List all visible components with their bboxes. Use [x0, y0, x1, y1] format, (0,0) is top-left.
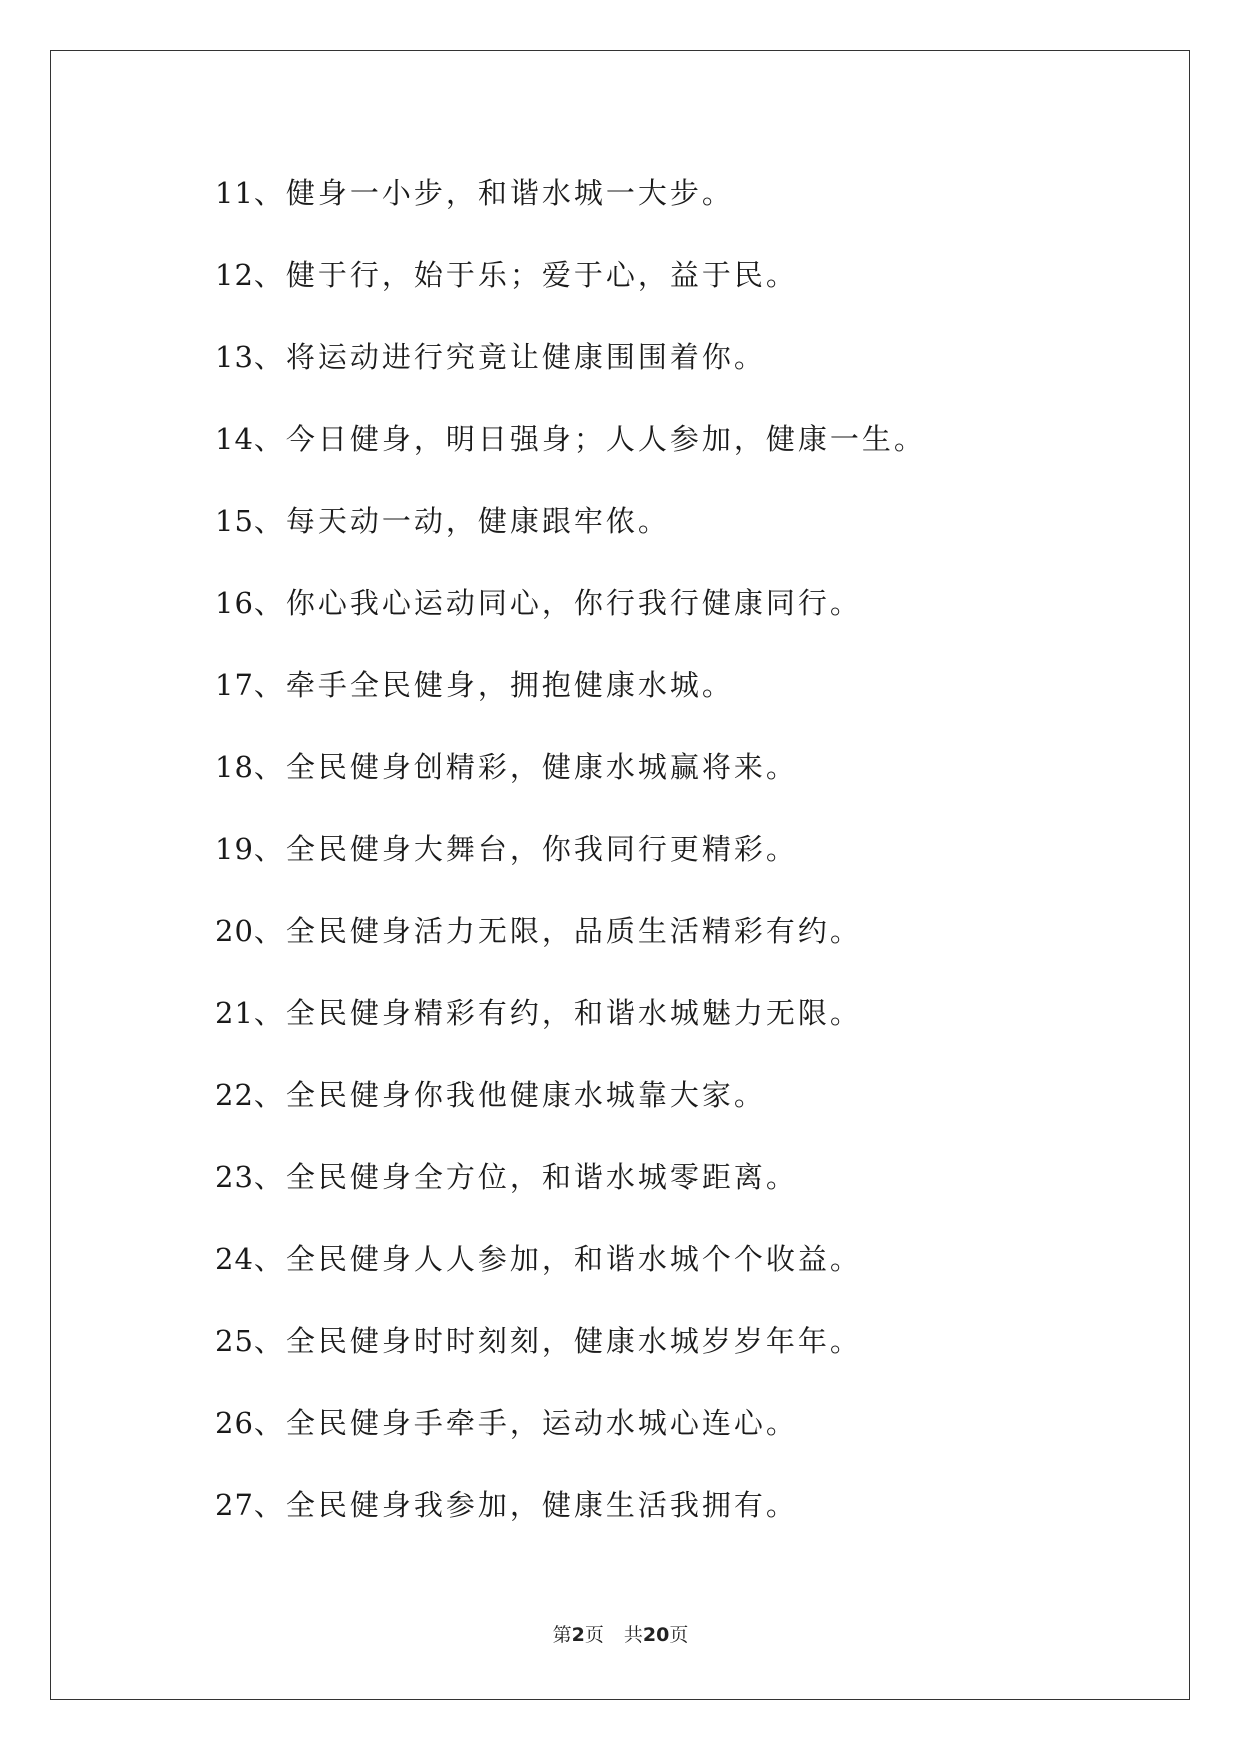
slogan-line	[215, 1070, 1115, 1152]
slogan-text: 、全民健身我参加，健康生活我拥有。	[253, 1488, 798, 1522]
slogan-line	[215, 1152, 1115, 1234]
slogan-number: 19	[215, 832, 254, 866]
slogan-line	[215, 578, 1115, 660]
slogan-number: 11	[215, 176, 254, 210]
slogan-number: 17	[215, 668, 254, 702]
slogan-number: 13	[215, 340, 254, 374]
slogan-text: 、全民健身人人参加，和谐水城个个收益。	[253, 1242, 862, 1276]
slogan-text: 、全民健身创精彩，健康水城赢将来。	[253, 750, 798, 784]
slogan-line	[215, 660, 1115, 742]
slogan-line	[215, 1316, 1115, 1398]
page-suffix: 页	[584, 1624, 604, 1646]
slogan-number: 22	[215, 1078, 254, 1112]
slogan-text: 、全民健身时时刻刻，健康水城岁岁年年。	[253, 1324, 862, 1358]
slogan-line	[215, 496, 1115, 578]
slogan-text: 、将运动进行究竟让健康围围着你。	[253, 340, 766, 374]
slogan-line	[215, 906, 1115, 988]
slogan-number: 21	[215, 996, 254, 1030]
total-prefix: 共	[623, 1624, 643, 1646]
slogan-number: 20	[215, 914, 254, 948]
slogan-text: 、今日健身，明日强身；人人参加，健康一生。	[253, 422, 926, 456]
slogan-number: 24	[215, 1242, 254, 1276]
total-suffix: 页	[669, 1624, 689, 1646]
page-number: 2	[571, 1624, 585, 1646]
total-pages: 20	[642, 1624, 670, 1646]
slogan-text: 、健身一小步，和谐水城一大步。	[253, 176, 734, 210]
slogan-line	[215, 1398, 1115, 1480]
slogan-line	[215, 250, 1115, 332]
slogan-line	[215, 332, 1115, 414]
slogan-text: 、全民健身你我他健康水城靠大家。	[253, 1078, 766, 1112]
slogan-number: 26	[215, 1406, 254, 1440]
slogan-line	[215, 824, 1115, 906]
slogan-text: 、全民健身手牵手，运动水城心连心。	[253, 1406, 798, 1440]
slogan-text: 、每天动一动，健康跟牢侬。	[253, 504, 670, 538]
slogan-number: 15	[215, 504, 254, 538]
slogan-text: 、你心我心运动同心，你行我行健康同行。	[253, 586, 862, 620]
slogan-line	[215, 742, 1115, 824]
slogan-line	[215, 988, 1115, 1070]
slogan-text: 、全民健身活力无限，品质生活精彩有约。	[253, 914, 862, 948]
slogan-number: 14	[215, 422, 254, 456]
slogan-number: 23	[215, 1160, 254, 1194]
slogan-number: 12	[215, 258, 254, 292]
slogan-line	[215, 1234, 1115, 1316]
slogan-number: 25	[215, 1324, 254, 1358]
document-body	[215, 168, 1115, 1562]
page-footer	[0, 1620, 1241, 1647]
slogan-number: 18	[215, 750, 254, 784]
slogan-line	[215, 414, 1115, 496]
slogan-text: 、全民健身全方位，和谐水城零距离。	[253, 1160, 798, 1194]
slogan-line	[215, 168, 1115, 250]
slogan-number: 27	[215, 1488, 254, 1522]
slogan-text: 、全民健身大舞台，你我同行更精彩。	[253, 832, 798, 866]
page-prefix: 第	[552, 1624, 572, 1646]
slogan-text: 、健于行，始于乐；爱于心，益于民。	[253, 258, 798, 292]
slogan-text: 、全民健身精彩有约，和谐水城魅力无限。	[253, 996, 862, 1030]
slogan-line	[215, 1480, 1115, 1562]
slogan-number: 16	[215, 586, 254, 620]
slogan-text: 、牵手全民健身，拥抱健康水城。	[253, 668, 734, 702]
